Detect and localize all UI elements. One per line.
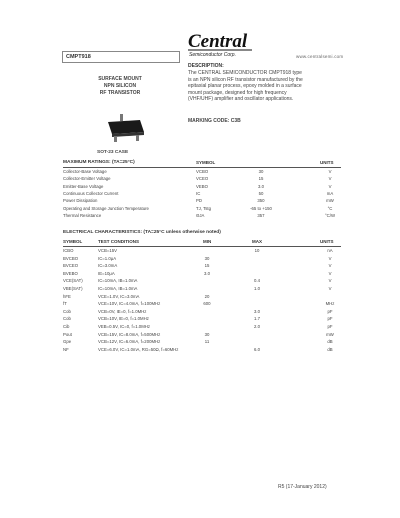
unit-cell: V xyxy=(328,278,332,284)
symbol-cell: Cob xyxy=(63,308,71,314)
description-text xyxy=(188,70,348,103)
table-row xyxy=(63,347,343,354)
unit-cell: nA xyxy=(327,248,333,253)
symbol-cell: hFE xyxy=(63,293,71,299)
unit-cell: °C xyxy=(327,205,333,211)
description-line: The CENTRAL SEMICONDUCTOR CMPT918 type xyxy=(188,70,302,76)
electrical-max-header: MAX xyxy=(252,239,262,244)
table-row xyxy=(63,176,343,183)
symbol-cell: PD xyxy=(196,198,202,204)
value-cell: 357 xyxy=(257,212,265,218)
table-row xyxy=(63,256,343,263)
min-cell: 30 xyxy=(204,255,210,261)
electrical-min-header: MIN xyxy=(203,239,212,244)
table-row xyxy=(63,198,343,205)
min-cell: 3.0 xyxy=(204,270,210,276)
symbol-cell: BVCEO xyxy=(63,263,79,269)
table-row xyxy=(63,206,343,213)
conditions-cell: IC=1.0μA xyxy=(98,255,117,261)
description-line: epitaxial planar process, epoxy molded in a surface xyxy=(188,83,302,90)
value-cell: 350 xyxy=(257,198,265,204)
conditions-cell: IE=10μA xyxy=(98,270,115,276)
symbol-cell: ΘJA xyxy=(196,212,205,218)
min-cell: 30 xyxy=(204,331,210,337)
table-row xyxy=(63,271,343,278)
central-logo xyxy=(186,28,286,58)
unit-cell: V xyxy=(328,255,332,261)
unit-cell: V xyxy=(328,263,332,269)
parameter-cell: Continuous Collector Current xyxy=(63,190,119,196)
conditions-cell: VCB=12V, IC=6.0mA, f=200MHz xyxy=(98,339,161,345)
value-cell: 50 xyxy=(258,190,264,196)
value-cell: 30 xyxy=(258,169,264,174)
unit-cell: V xyxy=(328,169,332,174)
part-number: CMPT918 xyxy=(66,54,91,60)
table-row xyxy=(63,332,343,339)
parameter-cell: Collector-Base Voltage xyxy=(63,169,107,174)
electrical-conditions-header: TEST CONDITIONS xyxy=(98,239,140,244)
parameter-cell: Thermal Resistance xyxy=(63,212,102,218)
unit-cell: mW xyxy=(326,198,334,204)
symbol-cell: VBE(SAT) xyxy=(63,286,83,291)
symbol-cell: Gpe xyxy=(63,339,72,345)
case-label: SOT-23 CASE xyxy=(97,150,129,155)
electrical-title: ELECTRICAL CHARACTERISTICS: (TA=25°C unless otherwise noted) xyxy=(63,230,221,235)
conditions-cell: VCB=10V, IE=0, f=1.0MHz xyxy=(98,316,149,322)
value-cell: 15 xyxy=(258,176,264,182)
symbol-cell: VCE(SAT) xyxy=(63,278,83,284)
table-row xyxy=(63,213,343,220)
max-ratings-units-header: UNITS xyxy=(320,160,334,165)
description-line: is an NPN silicon RF transistor manufactured by the xyxy=(188,76,303,83)
max-ratings-title: MAXIMUM RATINGS: (TA=25°C) xyxy=(63,160,135,165)
subtitle-line-2: NPN SILICON xyxy=(103,83,137,89)
unit-cell: V xyxy=(328,286,332,291)
max-cell: 0.4 xyxy=(254,278,260,284)
unit-cell: pF xyxy=(327,324,333,329)
logo-name: Central xyxy=(188,31,248,52)
symbol-cell: fT xyxy=(63,301,67,307)
parameter-cell: Collector-Emitter Voltage xyxy=(63,176,111,182)
table-row xyxy=(63,184,343,191)
table-row xyxy=(63,294,343,301)
description-heading: DESCRIPTION: xyxy=(188,63,224,69)
unit-cell: V xyxy=(328,183,332,189)
min-cell: 11 xyxy=(204,339,210,345)
symbol-cell: BVCBO xyxy=(63,255,79,261)
unit-cell: °C/W xyxy=(324,212,336,218)
unit-cell: dB xyxy=(327,339,333,345)
conditions-cell: IC=3.0mA xyxy=(98,263,118,269)
max-cell: 1.0 xyxy=(254,286,260,291)
max-cell: 2.0 xyxy=(254,324,260,329)
unit-cell: pF xyxy=(327,316,333,322)
min-cell: 20 xyxy=(204,293,210,299)
conditions-cell: VCB=15V, IC=8.0mA, f=500MHz xyxy=(98,331,161,337)
max-cell: 10 xyxy=(254,248,260,253)
table-row xyxy=(63,248,343,255)
divider xyxy=(63,246,341,247)
max-cell: 6.0 xyxy=(254,346,260,352)
table-row xyxy=(63,324,343,331)
conditions-cell: VCB=15V xyxy=(98,248,117,253)
website-url[interactable]: www.centralsemi.com xyxy=(296,54,344,59)
table-row xyxy=(63,309,343,316)
conditions-cell: VEB=0.5V, IC=0, f=1.0MHz xyxy=(98,324,151,329)
conditions-cell: VCE=6.0V, IC=1.0mA, RG=50Ω, f=60MHz xyxy=(98,346,179,352)
table-row xyxy=(63,169,343,176)
max-ratings-symbol-header: SYMBOL xyxy=(196,160,216,165)
symbol-cell: VCBO xyxy=(196,169,209,174)
subtitle-line-3: RF TRANSISTOR xyxy=(99,90,141,96)
electrical-units-header: UNITS xyxy=(320,239,334,244)
unit-cell: dB xyxy=(327,346,333,352)
parameter-cell: Emitter-Base Voltage xyxy=(63,183,104,189)
table-row xyxy=(63,263,343,270)
table-row xyxy=(63,278,343,285)
subtitle-line-1: SURFACE MOUNT xyxy=(98,76,142,82)
parameter-cell: Operating and Storage Junction Temperature xyxy=(63,205,149,211)
symbol-cell: IC xyxy=(196,190,201,196)
unit-cell: mA xyxy=(326,190,334,196)
electrical-symbol-header: SYMBOL xyxy=(63,239,83,244)
symbol-cell: Cob xyxy=(63,316,71,322)
unit-cell: mW xyxy=(326,331,334,337)
description-line: (VHF/UHF) amplifier and oscillator applications. xyxy=(188,96,294,103)
table-row xyxy=(63,316,343,323)
symbol-cell: NF xyxy=(63,346,69,352)
min-cell: 600 xyxy=(203,301,211,307)
symbol-cell: VEBO xyxy=(196,183,208,189)
parameter-cell: Power Dissipation xyxy=(63,198,98,204)
symbol-cell: TJ, Tstg xyxy=(196,205,211,211)
symbol-cell: BVEBO xyxy=(63,270,78,276)
max-cell: 1.7 xyxy=(254,316,260,322)
symbol-cell: ICBO xyxy=(63,248,74,253)
divider xyxy=(63,167,341,168)
conditions-cell: VCB=0V, IE=0, f=1.0MHz xyxy=(98,308,147,314)
conditions-cell: VCE=10V, IC=4.0mA, f=100MHz xyxy=(98,301,161,307)
max-cell: 3.0 xyxy=(254,308,260,314)
unit-cell: pF xyxy=(327,308,333,314)
symbol-cell: Cib xyxy=(63,324,70,329)
table-row xyxy=(63,301,343,308)
marking-code: MARKING CODE: C3B xyxy=(188,118,241,124)
unit-cell: V xyxy=(328,270,332,276)
conditions-cell: IC=10mA, IB=1.0mA xyxy=(98,278,138,284)
symbol-cell: VCEO xyxy=(196,176,209,182)
sot23-package-image xyxy=(100,112,150,144)
conditions-cell: IC=10mA, IB=1.0mA xyxy=(98,286,138,291)
symbol-cell: Pout xyxy=(63,331,72,337)
table-row xyxy=(63,286,343,293)
part-number-box xyxy=(62,51,180,63)
logo-tagline: Semiconductor Corp. xyxy=(189,52,236,58)
value-cell: -65 to +150 xyxy=(250,205,272,211)
conditions-cell: VCE=1.0V, IC=3.0mA xyxy=(98,293,140,299)
min-cell: 15 xyxy=(204,263,210,269)
revision-footer: R5 (17-January 2012) xyxy=(278,484,327,490)
table-row xyxy=(63,191,343,198)
unit-cell: MHz xyxy=(325,301,335,307)
value-cell: 3.0 xyxy=(258,183,264,189)
unit-cell: V xyxy=(328,176,332,182)
description-line: mount package, designed for high frequency xyxy=(188,89,287,96)
table-row xyxy=(63,339,343,346)
